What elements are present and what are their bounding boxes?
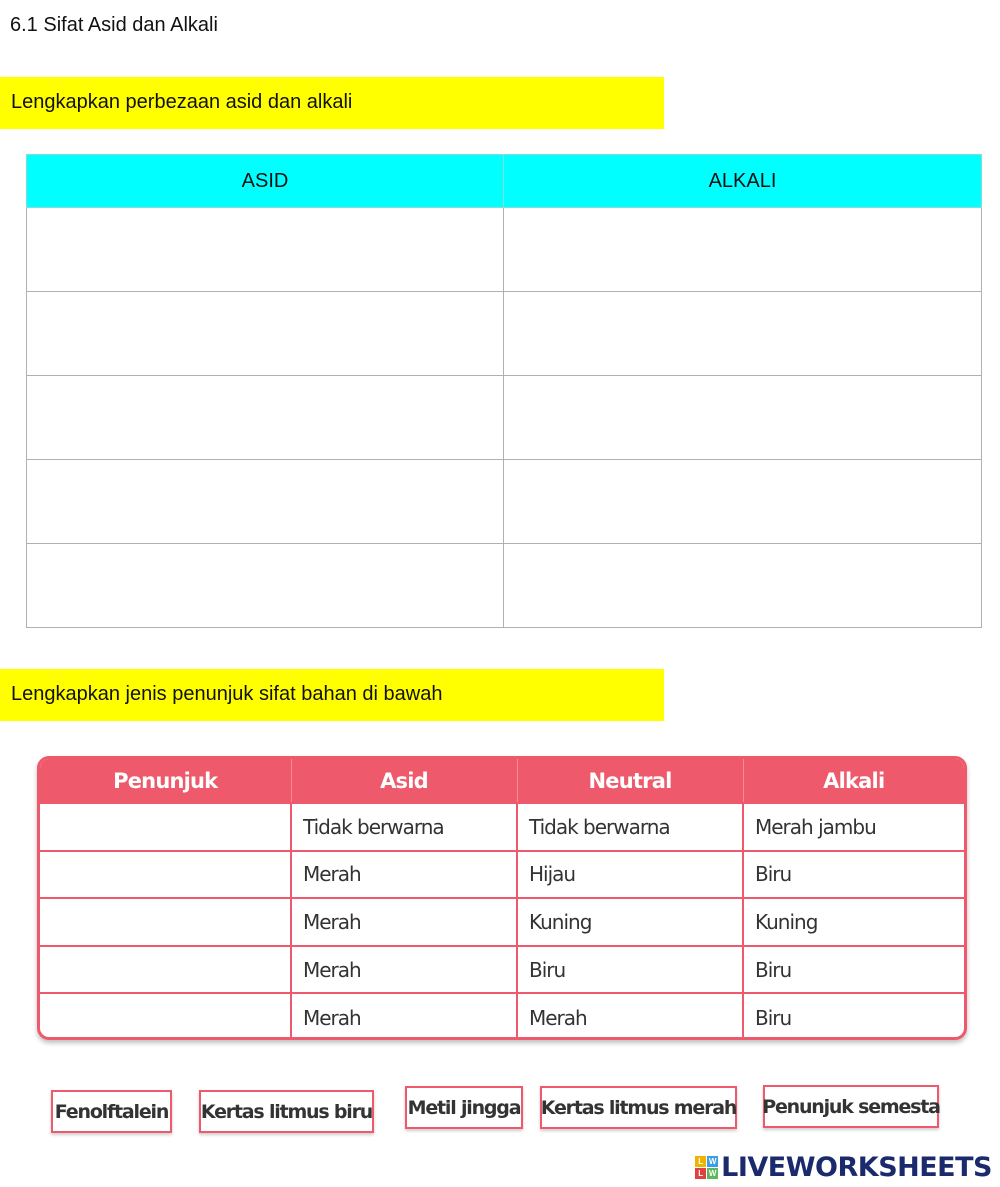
cell-neutral: Merah: [517, 993, 743, 1040]
indicator-drop-zone[interactable]: [40, 946, 291, 994]
section-banner-differences: Lengkapkan perbezaan asid dan alkali: [0, 77, 664, 129]
cell-alkali: Kuning: [743, 898, 964, 946]
cell-asid: Merah: [291, 993, 517, 1040]
option-fenolftalein[interactable]: Fenolftalein: [51, 1090, 172, 1133]
table-row: [27, 292, 982, 376]
cell-alkali: Merah jambu: [743, 803, 964, 851]
cell-asid: Merah: [291, 898, 517, 946]
section-banner-indicators: Lengkapkan jenis penunjuk sifat bahan di bawah: [0, 669, 664, 721]
header-alkali: Alkali: [743, 759, 964, 803]
answer-cell-asid[interactable]: [27, 376, 504, 460]
indicator-table-frame: [37, 756, 967, 1040]
answer-cell-alkali[interactable]: [504, 208, 982, 292]
table-row: [27, 376, 982, 460]
liveworksheets-logo: [695, 1152, 992, 1183]
cell-neutral: Biru: [517, 946, 743, 994]
cell-asid: Merah: [291, 946, 517, 994]
indicator-drop-zone[interactable]: [40, 898, 291, 946]
answer-cell-alkali[interactable]: [504, 292, 982, 376]
answer-cell-asid[interactable]: [27, 292, 504, 376]
answer-cell-alkali[interactable]: [504, 376, 982, 460]
cell-asid: Tidak berwarna: [291, 803, 517, 851]
option-metil-jingga[interactable]: Metil jingga: [405, 1086, 523, 1129]
answer-cell-asid[interactable]: [27, 208, 504, 292]
table-row: [40, 993, 964, 1040]
table-row: [40, 946, 964, 994]
logo-text: LIVEWORKSHEETS: [721, 1152, 992, 1183]
cell-neutral: Hijau: [517, 851, 743, 899]
indicator-drop-zone[interactable]: [40, 993, 291, 1040]
table-row: [40, 803, 964, 851]
table-row: [27, 544, 982, 628]
option-kertas-litmus-biru[interactable]: Kertas litmus biru: [199, 1090, 374, 1133]
answer-cell-alkali[interactable]: [504, 544, 982, 628]
header-asid: Asid: [291, 759, 517, 803]
cell-neutral: Kuning: [517, 898, 743, 946]
table-row: [27, 208, 982, 292]
header-asid: ASID: [27, 155, 504, 208]
header-neutral: Neutral: [517, 759, 743, 803]
indicator-table: [40, 759, 964, 1040]
cell-neutral: Tidak berwarna: [517, 803, 743, 851]
table-row: [40, 851, 964, 899]
cell-alkali: Biru: [743, 851, 964, 899]
cell-alkali: Biru: [743, 993, 964, 1040]
cell-alkali: Biru: [743, 946, 964, 994]
answer-cell-alkali[interactable]: [504, 460, 982, 544]
indicator-drop-zone[interactable]: [40, 851, 291, 899]
asid-alkali-table: [26, 154, 982, 628]
header-penunjuk: Penunjuk: [40, 759, 291, 803]
page-title: 6.1 Sifat Asid dan Alkali: [10, 14, 218, 36]
answer-cell-asid[interactable]: [27, 544, 504, 628]
indicator-drop-zone[interactable]: [40, 803, 291, 851]
header-alkali: ALKALI: [504, 155, 982, 208]
option-kertas-litmus-merah[interactable]: Kertas litmus merah: [540, 1086, 737, 1129]
logo-grid-icon: L W L W: [695, 1156, 718, 1179]
table-row: [27, 460, 982, 544]
answer-cell-asid[interactable]: [27, 460, 504, 544]
cell-asid: Merah: [291, 851, 517, 899]
option-penunjuk-semesta[interactable]: Penunjuk semesta: [763, 1085, 939, 1128]
table-row: [40, 898, 964, 946]
